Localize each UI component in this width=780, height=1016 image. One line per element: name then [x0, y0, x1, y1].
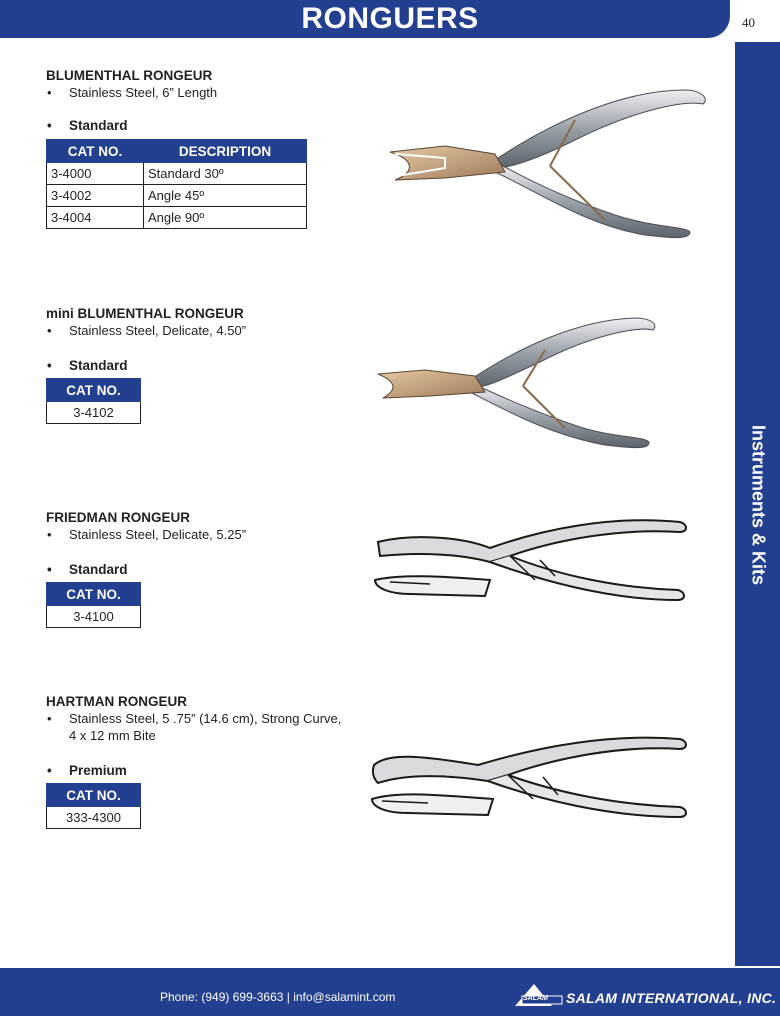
product-grade: • Premium: [46, 762, 341, 779]
product-grade: • Standard: [46, 561, 246, 578]
mini-blumenthal-rongeur-illustration: [375, 310, 665, 460]
section-friedman-rongeur: [46, 509, 246, 628]
section-hartman-rongeur: [46, 693, 341, 829]
col-header-cat-no: CAT NO.: [47, 583, 141, 606]
product-spec: • Stainless Steel, 5 .75” (14.6 cm), Strong Curve,: [46, 710, 341, 727]
side-tab-label: Instruments & Kits: [748, 424, 768, 586]
footer-brand: SALAM INTERNATIONAL, INC.: [566, 990, 777, 1006]
product-spec: • Stainless Steel, 6” Length: [46, 84, 307, 101]
page-number: 40: [742, 15, 755, 30]
catalog-table: [46, 783, 141, 829]
product-spec-continued: [46, 727, 341, 744]
cat-no-cell: 3-4002: [47, 185, 144, 207]
blumenthal-rongeur-illustration: [385, 80, 715, 250]
page-title: RONGUERS: [301, 2, 479, 35]
cat-no-cell: 3-4004: [47, 207, 144, 229]
section-mini-blumenthal-rongeur: [46, 305, 246, 424]
table-row: [47, 163, 307, 185]
product-grade: • Standard: [46, 117, 307, 134]
footer-contact: Phone: (949) 699-3663 | info@salamint.com: [160, 990, 396, 1004]
col-header-cat-no: CAT NO.: [47, 784, 141, 807]
friedman-rongeur-illustration: [370, 510, 690, 615]
hartman-rongeur-illustration: [368, 725, 690, 835]
section-blumenthal-rongeur: [46, 67, 307, 229]
description-cell: Standard 30º: [144, 163, 307, 185]
description-cell: Angle 90º: [144, 207, 307, 229]
table-row: [47, 185, 307, 207]
col-header-description: DESCRIPTION: [144, 140, 307, 163]
table-row: [47, 807, 141, 829]
col-header-cat-no: CAT NO.: [47, 379, 141, 402]
col-header-cat-no: CAT NO.: [47, 140, 144, 163]
catalog-table: [46, 582, 141, 628]
product-title: mini BLUMENTHAL RONGEUR: [46, 306, 244, 321]
catalog-table: [46, 139, 307, 229]
table-row: [47, 207, 307, 229]
product-title: HARTMAN RONGEUR: [46, 694, 187, 709]
table-row: [47, 402, 141, 424]
product-spec-line-2: 4 x 12 mm Bite: [69, 728, 156, 743]
cat-no-cell: 3-4102: [47, 402, 141, 424]
cat-no-cell: 333-4300: [47, 807, 141, 829]
logo-text: SALAM: [523, 995, 548, 1002]
description-cell: Angle 45º: [144, 185, 307, 207]
catalog-table: [46, 378, 141, 424]
cat-no-cell: 3-4100: [47, 606, 141, 628]
product-spec: • Stainless Steel, Delicate, 4.50”: [46, 322, 246, 339]
product-spec: • Stainless Steel, Delicate, 5.25”: [46, 526, 246, 543]
product-title: FRIEDMAN RONGEUR: [46, 510, 190, 525]
table-row: [47, 606, 141, 628]
cat-no-cell: 3-4000: [47, 163, 144, 185]
product-title: BLUMENTHAL RONGEUR: [46, 68, 213, 83]
product-grade: • Standard: [46, 357, 246, 374]
